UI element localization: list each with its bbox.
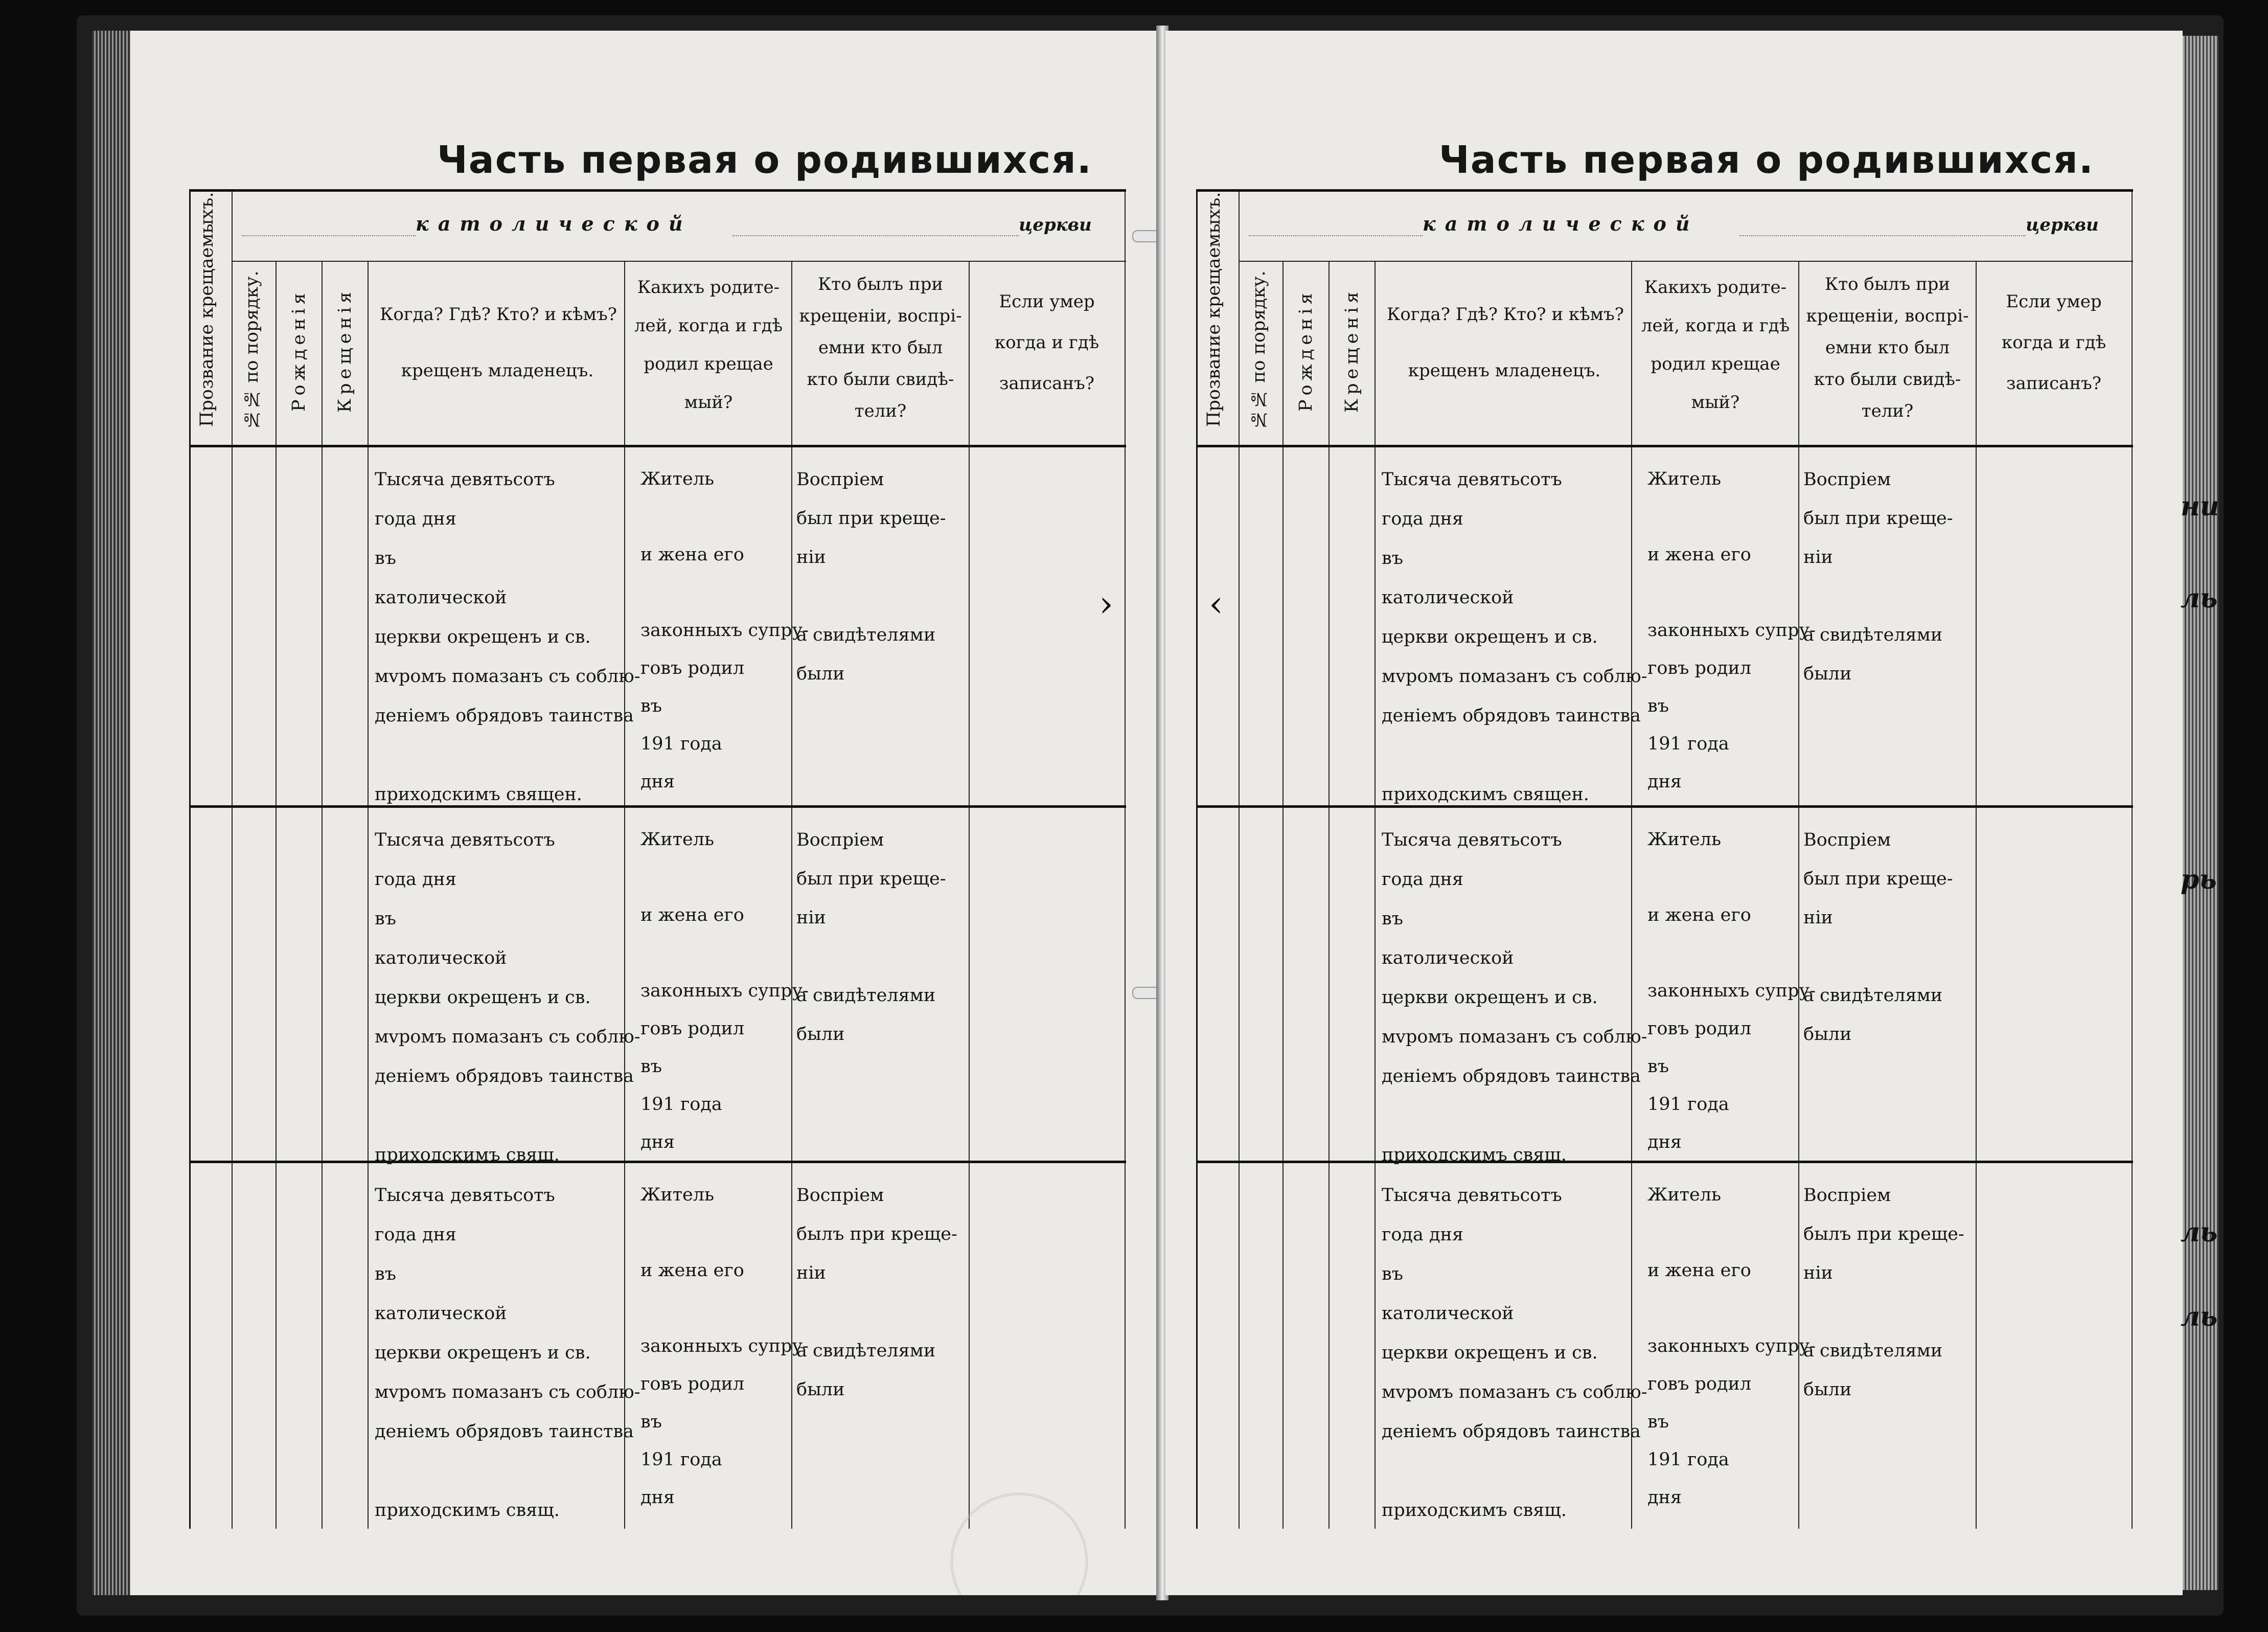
entry-when-where: Тысяча девятьсотъ года дня въ католической церкви окрещенъ и св. мvромъ помазанъ съ соблю- деніемъ обрядовъ таинства приходскимъ свящ. — [375, 1185, 640, 1521]
edge-tab: рь — [2181, 864, 2217, 895]
column-birth: Рожденія — [1296, 289, 1316, 412]
header-death: Если умер когда и гдѣ записанъ? — [2001, 291, 2106, 394]
column-number: №№ по порядку. — [242, 270, 262, 430]
edge-tab: ль — [2181, 1301, 2218, 1332]
entry-godparents: Воспріем былъ при крещe- ніи а свидѣтелями были — [1803, 1185, 1964, 1400]
edge-tab: ль — [2181, 1217, 2218, 1248]
header-godparents: Кто былъ при крещеніи, воспрі- емни кто был кто были свидѣ- тели? — [1806, 274, 1969, 421]
entry-when-where: Тысяча девятьсотъ года дня въ католической церкви окрещенъ и св. мvромъ помазанъ съ соблю- деніемъ обрядовъ таинства приходскимъ свящ. — [1382, 1185, 1647, 1521]
page-title: Часть первая о родившихся. — [1439, 138, 2094, 182]
header-parents: Какихъ родите- лей, когда и гдѣ родил крещае мый? — [1641, 277, 1790, 413]
header-parents: Какихъ родите- лей, когда и гдѣ родил крещае мый? — [634, 277, 783, 413]
entry-godparents: Воспріем был при крещe- ніи а свидѣтелями были — [1803, 469, 1953, 684]
entry-when-where: Тысяча девятьсотъ года дня въ католической церкви окрещенъ и св. мvромъ помазанъ съ соблю- деніемъ обрядовъ таинства приходскимъ свящ. — [1382, 830, 1647, 1165]
entry-parents: Житель и жена его законныхъ супру- говъ родил въ 191 года дня — [640, 1185, 809, 1508]
bracket-mark: ‹ — [1209, 583, 1223, 625]
header-when-where: Когда? Гдѣ? Кто? и кѣмъ? крещенъ младенецъ. — [1387, 304, 1624, 381]
header-when-where: Когда? Гдѣ? Кто? и кѣмъ? крещенъ младенецъ. — [380, 304, 617, 381]
entry-when-where: Тысяча девятьсотъ года дня въ католической церкви окрещенъ и св. мvромъ помазанъ съ соблю- деніемъ обрядовъ таинства приходскимъ священ. — [1382, 469, 1647, 805]
right-page — [1165, 31, 2183, 1595]
column-surname: Прозвание крещаемыхъ. — [1204, 192, 1224, 427]
register-table — [1196, 189, 2133, 1529]
page-title: Часть первая о родившихся. — [437, 138, 1092, 182]
bracket-mark: › — [1099, 583, 1113, 625]
entry-godparents: Воспріем был при крещe- ніи а свидѣтелями были — [796, 830, 946, 1045]
church-word: церкви — [2026, 215, 2099, 235]
left-page-edges — [92, 31, 130, 1595]
church-name: католической — [416, 212, 692, 235]
edge-tab: ль — [2181, 583, 2218, 614]
edge-tab: ни — [2181, 491, 2219, 522]
entry-parents: Житель и жена его законныхъ супру- говъ родил въ 191 года дня — [640, 829, 809, 1152]
right-page-edges — [2183, 36, 2218, 1590]
column-baptism: Крещенія — [1342, 287, 1362, 413]
entry-parents: Житель и жена его законныхъ супру- говъ родил въ 191 года дня — [1647, 1185, 1816, 1508]
entry-when-where: Тысяча девятьсотъ года дня въ католической церкви окрещенъ и св. мvромъ помазанъ съ соблю- деніемъ обрядовъ таинства приходскимъ свящ. — [375, 830, 640, 1165]
entry-parents: Житель и жена его законныхъ супру- говъ родил въ 191 года дня — [1647, 829, 1816, 1152]
entry-godparents: Воспріем был при крещe- ніи а свидѣтелями были — [1803, 830, 1953, 1045]
column-birth: Рожденія — [289, 289, 309, 412]
left-page — [130, 31, 1160, 1595]
entry-parents: Житель и жена его законныхъ супру- говъ родил въ 191 года дня — [640, 469, 809, 792]
register-table — [189, 189, 1126, 1529]
column-surname: Прозвание крещаемыхъ. — [197, 192, 217, 427]
church-name: католической — [1423, 212, 1699, 235]
entry-when-where: Тысяча девятьсотъ года дня въ католической церкви окрещенъ и св. мvромъ помазанъ съ соблю- деніемъ обрядовъ таинства приходскимъ священ. — [375, 469, 640, 805]
column-number: №№ по порядку. — [1249, 270, 1269, 430]
entry-parents: Житель и жена его законныхъ супру- говъ родил въ 191 года дня — [1647, 469, 1816, 792]
header-godparents: Кто былъ при крещеніи, воспрі- емни кто был кто были свидѣ- тели? — [799, 274, 962, 421]
column-baptism: Крещенія — [335, 287, 355, 413]
header-death: Если умер когда и гдѣ записанъ? — [994, 291, 1099, 394]
entry-godparents: Воспріем былъ при крещe- ніи а свидѣтелями были — [796, 1185, 957, 1400]
entry-godparents: Воспріем был при крещe- ніи а свидѣтелями были — [796, 469, 946, 684]
church-word: церкви — [1019, 215, 1092, 235]
